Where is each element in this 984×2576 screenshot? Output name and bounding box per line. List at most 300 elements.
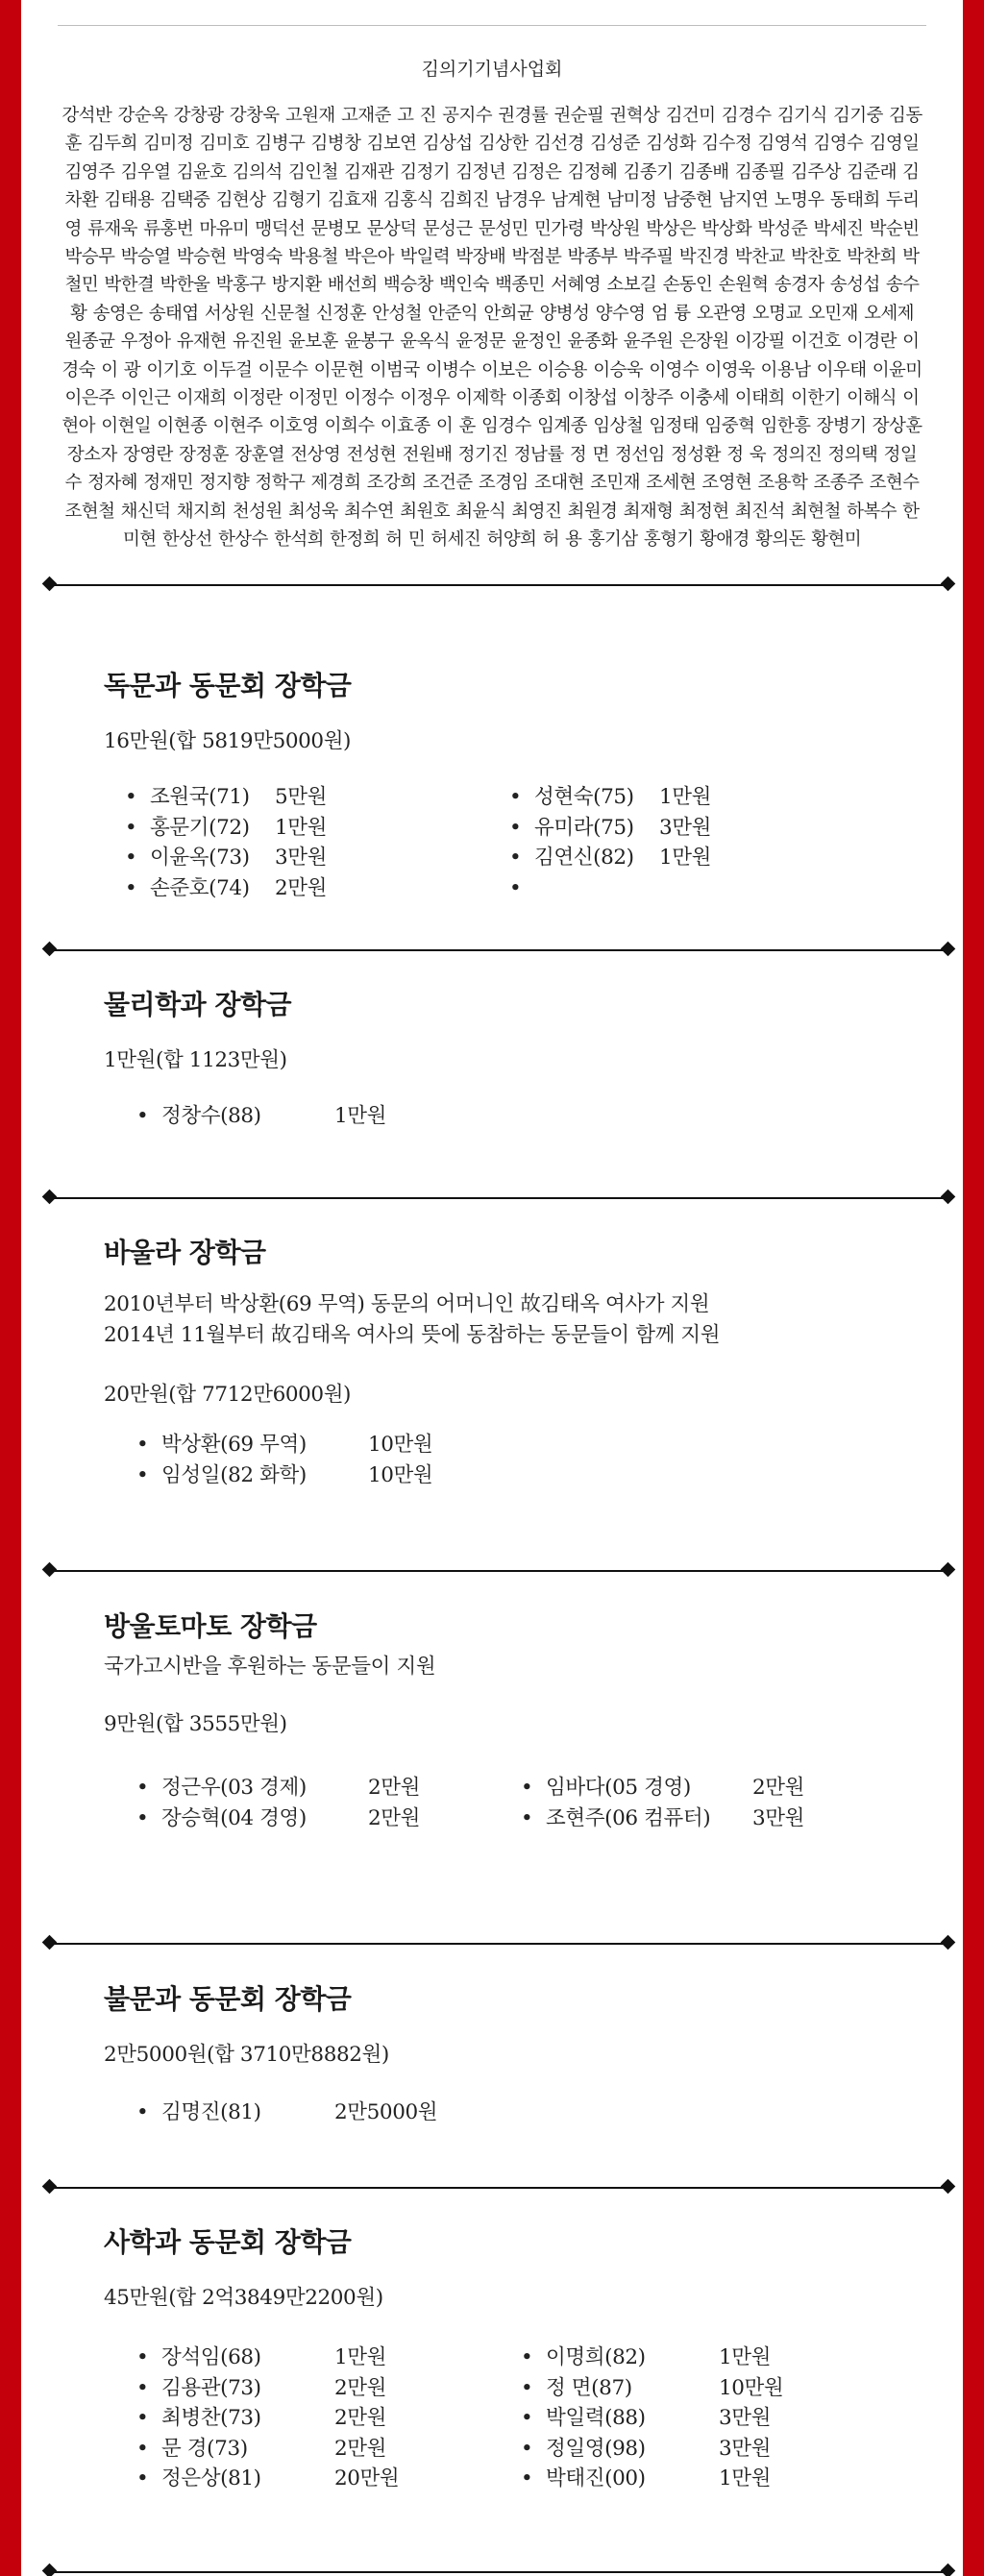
- donor-name: 이영욱: [704, 359, 755, 380]
- donor-name: 윤옥식: [400, 331, 451, 353]
- donor-name: 엄 륭: [651, 303, 691, 324]
- donor-name: 김인철: [287, 161, 338, 183]
- donor-name: 김정년: [455, 161, 506, 183]
- donor-name: 임중혁: [704, 416, 755, 437]
- donor-name: 류재욱: [87, 218, 137, 239]
- donor-name: 홍형기: [643, 529, 694, 551]
- donation-entry: [509, 813, 894, 844]
- donor-name: 이명희(82): [546, 2345, 646, 2369]
- donor-name: 전성현: [346, 444, 397, 465]
- donor-name: 조원국(71): [150, 785, 250, 809]
- donation-amount: 1만원: [334, 1104, 387, 1128]
- donor-name: 양수영: [595, 303, 646, 324]
- scholarship-section-history: [104, 2223, 934, 2494]
- donor-name: 이승욱: [593, 359, 644, 380]
- donation-amount: 2만원: [334, 2436, 387, 2461]
- donation-entries: [136, 1430, 934, 1490]
- donor-name: 이인근: [120, 388, 171, 409]
- donor-name: 권경률: [498, 106, 549, 126]
- donor-name: 박상은: [646, 218, 697, 239]
- donation-entry: [521, 2434, 905, 2465]
- donor-name: 최성욱: [287, 501, 338, 522]
- donation-entry: [136, 2098, 617, 2128]
- donor-name: 김영석: [757, 134, 808, 155]
- donation-entry: [509, 843, 894, 873]
- donation-entry: [521, 2403, 905, 2434]
- bullet-icon: •: [521, 2375, 533, 2400]
- donation-amount: 2만원: [368, 1805, 421, 1830]
- donor-name: 윤보훈: [287, 331, 338, 353]
- donor-name: 정성환: [671, 444, 721, 465]
- donor-name: 김영수: [813, 134, 864, 155]
- donor-name: 김주상: [790, 161, 841, 183]
- donor-name: 장석임(68): [161, 2345, 261, 2369]
- donor-name: 이영수: [649, 359, 700, 380]
- section-divider: [48, 584, 949, 586]
- donors-heading: 김의기기념사업회: [421, 59, 563, 80]
- donor-name: 신문철: [259, 303, 310, 324]
- donor-name: 김준래: [847, 161, 897, 183]
- donor-name: 김보연: [366, 134, 417, 155]
- donor-name: 이 광: [101, 359, 141, 380]
- donor-name: 이충세: [678, 388, 729, 409]
- bullet-icon: •: [521, 2406, 533, 2430]
- donation-amount: 2만원: [334, 2406, 387, 2430]
- donor-name: 한미현: [123, 501, 920, 551]
- donation-amount: 3만원: [659, 815, 712, 840]
- donor-name: 박순빈: [869, 218, 920, 239]
- section-divider: [48, 1570, 949, 1572]
- donor-name: 문성근: [422, 218, 473, 239]
- donation-amount: 3만원: [719, 2436, 772, 2461]
- donor-name: 김기식: [776, 106, 827, 126]
- bullet-icon: •: [521, 2466, 533, 2490]
- donor-name: 장승혁(04 경영): [161, 1805, 307, 1830]
- donor-name: 신정훈: [316, 303, 366, 324]
- section-amount: 20만원(합 7712만6000원): [104, 1383, 352, 1407]
- donor-name: 박한울: [160, 275, 210, 296]
- bullet-icon: •: [136, 2406, 149, 2430]
- donation-entry: [136, 2343, 521, 2373]
- donor-name: 허세진: [430, 529, 481, 551]
- donor-name: 조현수: [869, 473, 920, 494]
- donor-name: 임정태: [649, 416, 700, 437]
- donor-name: 허 용: [542, 529, 582, 551]
- bullet-icon: •: [509, 846, 522, 870]
- donor-name: 최진석: [734, 501, 785, 522]
- donor-name: 최영진: [511, 501, 562, 522]
- donor-name: 김연신(82): [534, 846, 634, 870]
- donor-name: 황애경: [699, 529, 750, 551]
- donor-name: 하복수: [847, 501, 897, 522]
- donation-entry: [136, 1430, 617, 1460]
- donor-name: 이범국: [369, 359, 420, 380]
- donor-name: 장병기: [816, 416, 867, 437]
- bullet-icon: •: [509, 785, 522, 809]
- donor-name: 임바다(05 경영): [546, 1776, 691, 1800]
- donor-name: 공지수: [442, 106, 492, 126]
- donor-name: 이희수: [324, 416, 375, 437]
- donation-amount: 20만원: [334, 2466, 400, 2490]
- donation-entry: [521, 2373, 905, 2404]
- section-amount: 45만원(합 2억3849만2200원): [104, 2286, 383, 2310]
- donation-amount: 3만원: [275, 846, 328, 870]
- donor-name: 김기중: [832, 106, 883, 126]
- donation-entry: [521, 1773, 905, 1803]
- donor-name: 조종주: [813, 473, 864, 494]
- donation-entry: [125, 843, 509, 873]
- donor-name: 이윤옥(73): [150, 846, 250, 870]
- bullet-icon: •: [136, 2345, 149, 2369]
- donation-amount: 10만원: [368, 1462, 433, 1487]
- donor-name: 천성원: [232, 501, 283, 522]
- donor-name: 조용학: [757, 473, 808, 494]
- bullet-icon: •: [136, 2466, 149, 2490]
- donor-name: 남계현: [551, 190, 602, 211]
- donor-name: 문병모: [310, 218, 361, 239]
- donor-name: 최현철: [790, 501, 841, 522]
- donor-name: 박진경: [678, 247, 729, 268]
- section-title: 독문과 동문회 장학금: [104, 670, 352, 701]
- section-title: 사학과 동문회 장학금: [104, 2226, 352, 2258]
- donor-name: 장소자: [66, 444, 117, 465]
- donation-amount: 10만원: [719, 2375, 784, 2400]
- donor-name: 문성민: [478, 218, 529, 239]
- donor-name: 정자혜: [87, 473, 137, 494]
- donor-name: 강석반: [62, 106, 112, 126]
- donor-name: 김종배: [678, 161, 729, 183]
- section-description: 국가고시반을 후원하는 동문들이 지원: [104, 1655, 436, 1679]
- donation-entries: [125, 782, 934, 903]
- bullet-icon: •: [521, 1805, 533, 1830]
- donor-name: 김경수: [721, 106, 772, 126]
- donor-name: 정 욱: [726, 444, 767, 465]
- donor-name: 김차환: [64, 161, 920, 211]
- donor-name: 손동인: [662, 275, 713, 296]
- donor-name: 김윤호: [176, 161, 227, 183]
- donor-name: 백인숙: [439, 275, 489, 296]
- donor-name: 박은아: [344, 247, 394, 268]
- donor-name: 박상원: [590, 218, 640, 239]
- donor-name: 박성준: [757, 218, 808, 239]
- donation-entry: [509, 782, 894, 813]
- scholarship-section-cherry-tomato: [104, 1607, 934, 1833]
- donor-name: 유진원: [232, 331, 283, 353]
- donor-name: 이용남: [760, 359, 811, 380]
- donor-name: 유미라(75): [534, 815, 634, 840]
- donor-name: 고원재: [284, 106, 335, 126]
- donor-name: 조대현: [533, 473, 584, 494]
- donor-name: 조현철: [64, 501, 115, 522]
- donation-entry: [136, 2403, 521, 2434]
- bullet-icon: •: [521, 2436, 533, 2461]
- donor-name: 박한결: [104, 275, 155, 296]
- description-line: 2014년 11월부터 故김태옥 여사의 뜻에 동참하는 동문들이 함께 지원: [104, 1323, 721, 1347]
- donor-name: 배선희: [327, 275, 378, 296]
- donor-name: 장정훈: [179, 444, 229, 465]
- section-divider: [48, 1943, 949, 1945]
- donor-name: 김성준: [590, 134, 640, 155]
- donor-name: 안희균: [483, 303, 534, 324]
- donor-name: 박영숙: [232, 247, 283, 268]
- donor-name: 전상영: [290, 444, 341, 465]
- donor-name: 조강희: [366, 473, 417, 494]
- donor-name: 박일력: [400, 247, 451, 268]
- donation-entry: [125, 782, 509, 813]
- donor-name: 오관영: [696, 303, 747, 324]
- donor-name: 김현상: [215, 190, 266, 211]
- donor-name: 이한기: [790, 388, 841, 409]
- donor-name: 박승무: [64, 247, 115, 268]
- donor-name: 박점분: [511, 247, 562, 268]
- donation-entries: [136, 2098, 934, 2128]
- donor-name: 윤정인: [511, 331, 562, 353]
- donor-name: 장상훈: [872, 416, 922, 437]
- donor-name: 최원경: [567, 501, 618, 522]
- donor-name: 동태희: [829, 190, 880, 211]
- donor-name: 조세현: [646, 473, 697, 494]
- donor-name: 김효재: [327, 190, 378, 211]
- donor-name: 남경우: [495, 190, 545, 211]
- donor-name: 이제학: [455, 388, 506, 409]
- donor-name: 정남률: [513, 444, 564, 465]
- description-line: 2010년부터 박상환(69 무역) 동문의 어머니인 故김태옥 여사가 지원: [104, 1292, 710, 1316]
- donation-entry: [509, 873, 894, 904]
- donor-name: 김정은: [511, 161, 562, 183]
- donor-name: 이해식: [847, 388, 897, 409]
- section-divider: [48, 2571, 949, 2573]
- donor-name: 이정수: [344, 388, 394, 409]
- donor-name: 김동훈: [64, 106, 922, 155]
- section-title: 불문과 동문회 장학금: [104, 1983, 352, 2015]
- donor-name: 장훈열: [234, 444, 285, 465]
- donor-name: 윤정문: [455, 331, 506, 353]
- donor-name: 정의택: [827, 444, 878, 465]
- section-divider: [48, 2187, 949, 2189]
- donor-name: 한정희: [330, 529, 380, 551]
- donor-name: 문 경(73): [161, 2436, 248, 2461]
- donation-amount: 5만원: [275, 785, 328, 809]
- donor-name: 양병성: [539, 303, 590, 324]
- donor-name: 이창섭: [567, 388, 618, 409]
- donation-amount: 2만원: [334, 2375, 387, 2400]
- donor-name: 김희진: [439, 190, 489, 211]
- donor-name: 정 면: [569, 444, 609, 465]
- donor-name: 이우태: [816, 359, 867, 380]
- scholarship-section-german: [104, 667, 934, 903]
- donor-name: 백승창: [382, 275, 433, 296]
- donor-name: 정지향: [199, 473, 250, 494]
- donor-name: 강순옥: [117, 106, 168, 126]
- donor-name: 이현아: [62, 388, 920, 437]
- donor-name: 김택중: [160, 190, 210, 211]
- donor-name: 소보길: [606, 275, 657, 296]
- donor-name: 김두희: [87, 134, 137, 155]
- donor-name: 조현주(06 컴퓨터): [546, 1805, 711, 1830]
- bullet-icon: •: [136, 2100, 149, 2124]
- donor-name: 이종회: [511, 388, 562, 409]
- donation-amount: 2만5000원: [334, 2100, 438, 2124]
- donor-name: 김정기: [400, 161, 451, 183]
- donor-name: 김우열: [120, 161, 171, 183]
- donation-amount: 1만원: [275, 815, 328, 840]
- donor-name: 오세제: [864, 303, 914, 324]
- donor-name: 윤주원: [623, 331, 674, 353]
- donor-name: 장영란: [123, 444, 173, 465]
- section-description: [104, 1289, 934, 1351]
- donor-name: 오명교: [751, 303, 802, 324]
- donor-name: 김선경: [533, 134, 584, 155]
- bullet-icon: •: [136, 1776, 149, 1800]
- donor-name: 정일영(98): [546, 2436, 646, 2461]
- donor-name: 안성철: [372, 303, 422, 324]
- donor-name: 이정란: [232, 388, 283, 409]
- donor-name: 고 진: [397, 106, 436, 126]
- donor-name: 김상한: [478, 134, 529, 155]
- section-amount: 2만5000원(합 3710만8882원): [104, 2043, 389, 2067]
- page: [21, 0, 963, 2576]
- donor-name: 오민재: [808, 303, 858, 324]
- donor-name: 정창수(88): [161, 1104, 261, 1128]
- donor-name: 김수정: [701, 134, 752, 155]
- donor-name: 박주필: [623, 247, 674, 268]
- donor-name: 이재희: [176, 388, 227, 409]
- donor-name: 제경희: [310, 473, 361, 494]
- donation-entry: [136, 1460, 617, 1491]
- donation-entry: [521, 2343, 905, 2373]
- donor-name: 박세진: [813, 218, 864, 239]
- bullet-icon: •: [509, 815, 522, 840]
- donor-name: 정학구: [255, 473, 306, 494]
- section-amount: 1만원(합 1123만원): [104, 1048, 287, 1072]
- donor-name: 허 민: [385, 529, 426, 551]
- donor-name: 이윤미: [872, 359, 922, 380]
- bullet-icon: •: [125, 875, 137, 900]
- donor-name: 임계종: [537, 416, 587, 437]
- donor-name: 박홍구: [215, 275, 266, 296]
- donation-entries: [136, 2343, 934, 2494]
- donation-amount: 1만원: [719, 2466, 772, 2490]
- donor-name: 최윤식: [455, 501, 506, 522]
- section-amount: 9만원(합 3555만원): [104, 1712, 287, 1736]
- donor-name: 최병찬(73): [161, 2406, 261, 2430]
- scholarship-section-physics: [104, 986, 934, 1132]
- donor-name: 송성섭: [829, 275, 880, 296]
- bullet-icon: •: [521, 2345, 533, 2369]
- top-rule: [58, 25, 926, 26]
- section-title: 물리학과 장학금: [104, 989, 292, 1020]
- section-title: 방울토마토 장학금: [104, 1610, 317, 1642]
- donor-name: 최수연: [344, 501, 394, 522]
- donor-name: 손원혁: [718, 275, 769, 296]
- bullet-icon: •: [521, 1776, 533, 1800]
- donation-entry: [136, 2373, 521, 2404]
- donor-name: 김정혜: [567, 161, 618, 183]
- bullet-icon: •: [509, 875, 522, 900]
- donation-amount: 2만원: [368, 1776, 421, 1800]
- donor-name: 김성화: [646, 134, 697, 155]
- donor-name: 임성일(82 화학): [161, 1462, 307, 1487]
- donation-entry: [125, 813, 509, 844]
- donor-name: 송경자: [774, 275, 824, 296]
- donor-name: 두리영: [64, 190, 920, 239]
- donor-name: 박종부: [567, 247, 618, 268]
- donor-name: 이강필: [734, 331, 785, 353]
- donor-name: 채지희: [176, 501, 227, 522]
- donor-name: 성현숙(75): [534, 785, 634, 809]
- section-divider: [48, 1197, 949, 1199]
- donation-entry: [136, 1101, 617, 1132]
- bullet-icon: •: [125, 785, 137, 809]
- donor-name: 이보은: [481, 359, 531, 380]
- donor-name: 남미정: [606, 190, 657, 211]
- scholarship-section-french: [104, 1980, 934, 2128]
- donation-entries: [136, 1101, 934, 1132]
- donor-name: 김병창: [310, 134, 361, 155]
- donor-name: 이두걸: [202, 359, 253, 380]
- donor-name: 송태엽: [148, 303, 199, 324]
- donor-name-list: [60, 102, 924, 554]
- donor-name: 이병수: [425, 359, 476, 380]
- section-divider: [48, 949, 949, 951]
- donor-name: 김종필: [734, 161, 785, 183]
- donor-name: 김용관(73): [161, 2375, 261, 2400]
- donor-name: 남중현: [662, 190, 713, 211]
- bullet-icon: •: [125, 815, 137, 840]
- donor-name: 이문현: [313, 359, 364, 380]
- donor-name: 황의돈: [755, 529, 805, 551]
- donor-name: 이현종: [157, 416, 208, 437]
- donor-name: 윤종화: [567, 331, 618, 353]
- donor-name: 박찬교: [734, 247, 785, 268]
- donor-name: 김상섭: [422, 134, 473, 155]
- donation-entry: [136, 1803, 521, 1834]
- bullet-icon: •: [136, 2375, 149, 2400]
- donor-name: 최원호: [400, 501, 451, 522]
- donor-name: 권순필: [554, 106, 604, 126]
- donor-name: 조민재: [590, 473, 640, 494]
- donor-name: 이은주: [64, 388, 115, 409]
- donor-name: 민가령: [533, 218, 584, 239]
- donor-name: 정의진: [772, 444, 823, 465]
- donor-name: 류홍번: [143, 218, 194, 239]
- donor-name: 이태희: [734, 388, 785, 409]
- donor-name: 고재준: [340, 106, 391, 126]
- donor-name: 이정민: [287, 388, 338, 409]
- donor-name: 임상철: [593, 416, 644, 437]
- donation-entry: [136, 2464, 521, 2494]
- donor-name: 원종균: [64, 331, 115, 353]
- donor-name: 한상선: [161, 529, 212, 551]
- donor-name: 박찬희: [847, 247, 897, 268]
- donor-name: 정기진: [457, 444, 508, 465]
- section-amount: 16만원(합 5819만5000원): [104, 729, 352, 753]
- donation-amount: 10만원: [368, 1433, 433, 1457]
- donor-name: 윤봉구: [344, 331, 394, 353]
- donation-entry: [125, 873, 509, 904]
- donor-name: 조영현: [701, 473, 752, 494]
- donor-name: 전원배: [402, 444, 453, 465]
- donation-amount: 1만원: [334, 2345, 387, 2369]
- donor-name: 송영은: [92, 303, 143, 324]
- donor-name: 김종기: [623, 161, 674, 183]
- donor-name: 백종민: [495, 275, 545, 296]
- donor-name: 강창욱: [229, 106, 280, 126]
- donor-name: 안준익: [428, 303, 479, 324]
- donation-amount: 2만원: [752, 1776, 805, 1800]
- donor-name: 이 훈: [435, 416, 476, 437]
- donor-name: 이경란: [847, 331, 897, 353]
